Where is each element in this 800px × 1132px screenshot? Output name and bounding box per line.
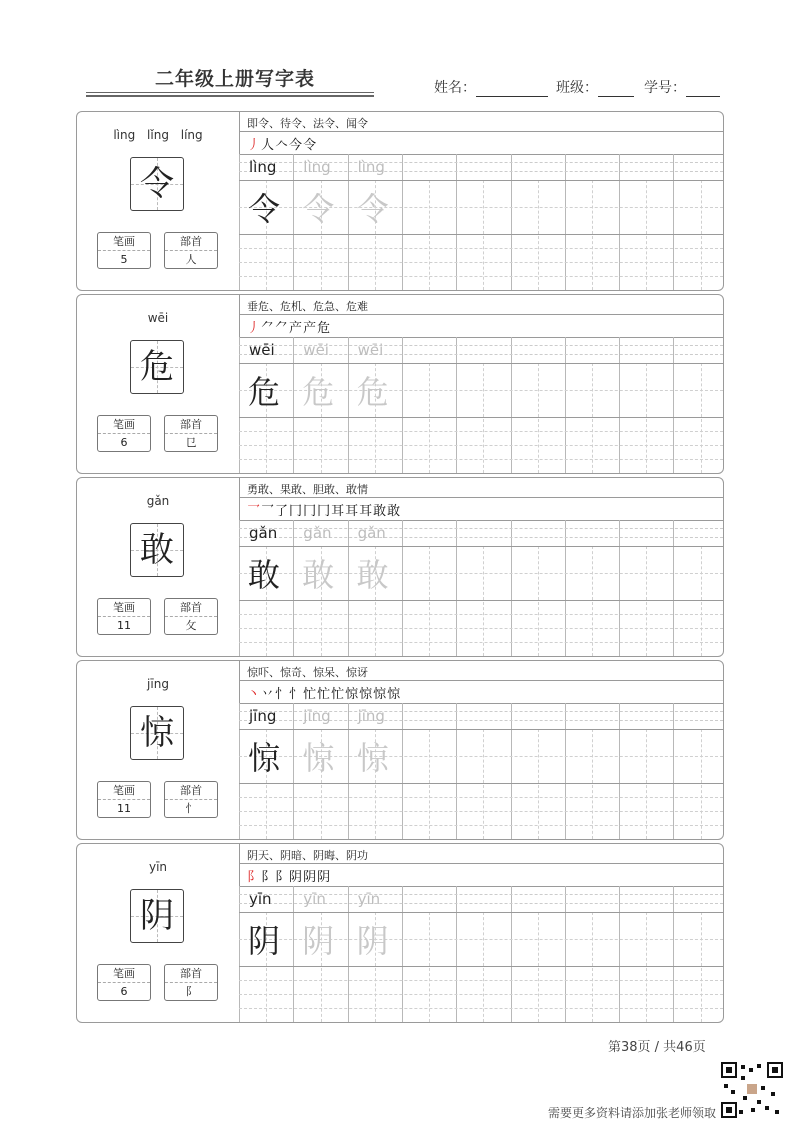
grid-line xyxy=(239,703,240,839)
character: 阴 xyxy=(140,896,174,936)
grid-guide xyxy=(239,642,723,643)
divider xyxy=(239,966,723,967)
grid-line xyxy=(402,520,403,656)
grid-guide xyxy=(239,994,723,995)
grid-guide xyxy=(483,363,484,473)
grid-line xyxy=(565,337,566,473)
character-panel xyxy=(76,843,724,1023)
grid-guide xyxy=(239,825,723,826)
grid-line xyxy=(511,154,512,290)
stroke-step: 阴 xyxy=(317,870,332,885)
divider xyxy=(239,912,723,913)
grid-guide xyxy=(239,614,723,615)
stroke-step: 惊 xyxy=(373,687,388,702)
character-box xyxy=(130,340,184,394)
grid-line xyxy=(239,337,240,473)
character: 危 xyxy=(140,347,174,387)
character-pinyin: wēi xyxy=(147,311,169,325)
grid-line xyxy=(565,520,566,656)
divider xyxy=(239,703,723,704)
grid-line xyxy=(402,337,403,473)
character: 敢 xyxy=(140,530,174,570)
stroke-count: 6 xyxy=(120,436,128,449)
grid-guide xyxy=(239,276,723,277)
stroke-count: 11 xyxy=(117,619,131,632)
grid-guide xyxy=(701,729,702,839)
grid-line xyxy=(673,520,674,656)
stroke-step: 耳 xyxy=(331,504,346,519)
page-title: 二年级上册写字表 xyxy=(155,68,316,90)
class-field[interactable] xyxy=(556,77,634,97)
character-info xyxy=(77,295,240,473)
stroke-count-box xyxy=(97,232,151,269)
practice-character: 危 xyxy=(302,373,335,411)
radical-label: 部首 xyxy=(165,233,217,251)
grid-guide xyxy=(592,729,593,839)
footer-note: 需要更多资料请添加张老师领取 xyxy=(548,1106,717,1120)
name-line[interactable] xyxy=(476,82,548,97)
character-panel xyxy=(76,477,724,657)
stroke-step: 敢 xyxy=(387,504,402,519)
grid-line xyxy=(402,154,403,290)
example-words: 阴天、阴暗、阴晦、阴功 xyxy=(247,849,368,862)
stroke-order xyxy=(247,683,401,702)
divider xyxy=(239,546,723,547)
grid-line xyxy=(456,520,457,656)
stroke-step: 惊 xyxy=(359,687,374,702)
radical-label: 部首 xyxy=(165,416,217,434)
stroke-count-label: 笔画 xyxy=(98,599,150,617)
stroke-step: 冂 xyxy=(317,504,332,519)
practice-pinyin: yīn xyxy=(249,890,272,908)
grid-line xyxy=(673,337,674,473)
stroke-step: 忙 xyxy=(331,687,346,702)
character-info xyxy=(77,478,240,656)
divider xyxy=(239,131,723,132)
grid-line xyxy=(511,520,512,656)
practice-character: 令 xyxy=(302,190,335,228)
grid-guide xyxy=(483,729,484,839)
grid-line xyxy=(348,886,349,1022)
title-rule xyxy=(86,92,374,93)
divider xyxy=(239,863,723,864)
grid-guide xyxy=(239,797,723,798)
example-words: 惊吓、惊奇、惊呆、惊讶 xyxy=(247,666,368,679)
stroke-step: 忄 xyxy=(275,687,290,702)
grid-guide xyxy=(646,363,647,473)
stroke-step: 产 xyxy=(289,321,304,336)
id-line[interactable] xyxy=(686,82,720,97)
radical-label: 部首 xyxy=(165,599,217,617)
practice-character: 阴 xyxy=(356,922,389,960)
grid-line xyxy=(565,154,566,290)
practice-character: 敢 xyxy=(302,556,335,594)
stroke-step: 丿 xyxy=(247,321,262,336)
id-field[interactable] xyxy=(644,77,720,97)
grid-line xyxy=(511,886,512,1022)
divider xyxy=(239,520,723,521)
character-pinyin: gǎn xyxy=(146,494,170,508)
grid-guide xyxy=(592,912,593,1022)
radical: 人 xyxy=(185,253,197,266)
stroke-count: 6 xyxy=(120,985,128,998)
grid-guide xyxy=(701,180,702,290)
divider xyxy=(239,314,723,315)
grid-guide xyxy=(646,729,647,839)
grid-guide xyxy=(239,445,723,446)
stroke-count-label: 笔画 xyxy=(98,233,150,251)
grid-guide xyxy=(483,546,484,656)
grid-line xyxy=(239,154,240,290)
grid-guide xyxy=(239,1008,723,1009)
grid-guide xyxy=(239,262,723,263)
grid-guide xyxy=(483,180,484,290)
grid-line xyxy=(402,886,403,1022)
radical-box xyxy=(164,232,218,269)
stroke-step: 阝 xyxy=(275,870,290,885)
radical-box xyxy=(164,781,218,818)
grid-line xyxy=(673,154,674,290)
practice-character: 阴 xyxy=(302,922,335,960)
stroke-step: 了 xyxy=(275,504,290,519)
grid-line xyxy=(619,886,620,1022)
stroke-step: 𠆢 xyxy=(275,138,290,153)
practice-character: 令 xyxy=(356,190,389,228)
divider xyxy=(239,729,723,730)
grid-line xyxy=(619,337,620,473)
grid-line xyxy=(456,337,457,473)
practice-pinyin: yīn xyxy=(303,890,326,908)
stroke-step: 敢 xyxy=(373,504,388,519)
stroke-step: 丷 xyxy=(261,687,276,702)
stroke-step: 产 xyxy=(303,321,318,336)
practice-character: 令 xyxy=(248,190,281,228)
grid-guide xyxy=(592,546,593,656)
character-box xyxy=(130,706,184,760)
name-label: 姓名： xyxy=(434,80,476,96)
radical-label: 部首 xyxy=(165,782,217,800)
stroke-order xyxy=(247,317,331,336)
practice-pinyin: yīn xyxy=(357,890,381,908)
practice-pinyin: gǎn xyxy=(249,524,278,542)
practice-pinyin: gǎn xyxy=(357,524,386,542)
divider xyxy=(239,180,723,181)
stroke-order xyxy=(247,500,401,519)
grid-guide xyxy=(701,546,702,656)
grid-line xyxy=(293,154,294,290)
grid-line xyxy=(293,886,294,1022)
id-label: 学号： xyxy=(644,80,686,96)
radical: 攵 xyxy=(185,619,197,632)
practice-character: 惊 xyxy=(302,739,335,777)
grid-guide xyxy=(538,729,539,839)
grid-line xyxy=(293,703,294,839)
grid-guide xyxy=(538,180,539,290)
practice-character: 惊 xyxy=(248,739,281,777)
grid-guide xyxy=(646,546,647,656)
grid-line xyxy=(293,520,294,656)
divider xyxy=(239,363,723,364)
stroke-count-label: 笔画 xyxy=(98,965,150,983)
grid-line xyxy=(456,154,457,290)
grid-guide xyxy=(646,912,647,1022)
character-pinyin: jīng xyxy=(147,677,169,691)
divider xyxy=(239,497,723,498)
stroke-step: 今 xyxy=(289,138,304,153)
practice-character: 敢 xyxy=(248,556,281,594)
stroke-count-label: 笔画 xyxy=(98,782,150,800)
stroke-step: 乛 xyxy=(247,504,262,519)
grid-guide xyxy=(239,431,723,432)
example-words: 垂危、危机、危急、危难 xyxy=(247,300,368,313)
radical-label: 部首 xyxy=(165,965,217,983)
grid-line xyxy=(619,703,620,839)
divider xyxy=(239,234,723,235)
grid-guide xyxy=(592,363,593,473)
stroke-count-label: 笔画 xyxy=(98,416,150,434)
stroke-step: 丿 xyxy=(247,138,262,153)
practice-character: 危 xyxy=(248,373,281,411)
grid-guide xyxy=(592,180,593,290)
example-words: 即令、待令、法令、闻令 xyxy=(247,117,368,130)
radical-box xyxy=(164,598,218,635)
grid-guide xyxy=(239,248,723,249)
practice-pinyin: wēi xyxy=(303,341,329,359)
stroke-step: 耳 xyxy=(345,504,360,519)
stroke-step: 阴 xyxy=(289,870,304,885)
practice-character: 危 xyxy=(356,373,389,411)
grid-line xyxy=(402,703,403,839)
divider xyxy=(239,886,723,887)
grid-line xyxy=(293,337,294,473)
radical: 㔾 xyxy=(185,436,197,449)
grid-line xyxy=(348,154,349,290)
character-info xyxy=(77,112,240,290)
grid-line xyxy=(511,337,512,473)
grid-guide xyxy=(646,180,647,290)
stroke-step: ⺈ xyxy=(261,321,276,336)
grid-line xyxy=(456,703,457,839)
stroke-order xyxy=(247,866,331,885)
stroke-step: 阝 xyxy=(247,870,262,885)
stroke-step: 丶 xyxy=(247,687,262,702)
stroke-step: 危 xyxy=(317,321,332,336)
stroke-step: 令 xyxy=(303,138,318,153)
qr-code-icon xyxy=(721,1062,783,1118)
stroke-count-box xyxy=(97,781,151,818)
stroke-step: 忙 xyxy=(317,687,332,702)
radical-box xyxy=(164,964,218,1001)
grid-line xyxy=(565,703,566,839)
stroke-step: 冂 xyxy=(303,504,318,519)
grid-guide xyxy=(483,912,484,1022)
divider xyxy=(239,600,723,601)
grid-guide xyxy=(538,912,539,1022)
practice-pinyin: jīng xyxy=(249,707,277,725)
practice-pinyin: lìng xyxy=(303,158,331,176)
stroke-count-box xyxy=(97,415,151,452)
practice-pinyin: gǎn xyxy=(303,524,332,542)
practice-character: 惊 xyxy=(356,739,389,777)
grid-line xyxy=(239,886,240,1022)
stroke-step: 忙 xyxy=(303,687,318,702)
character-pinyin: lìng lǐng líng xyxy=(113,128,203,142)
stroke-step: 惊 xyxy=(345,687,360,702)
stroke-step: 人 xyxy=(261,138,276,153)
name-field[interactable] xyxy=(434,77,548,97)
stroke-count: 11 xyxy=(117,802,131,815)
grid-guide xyxy=(538,546,539,656)
character-info xyxy=(77,844,240,1022)
divider xyxy=(239,337,723,338)
grid-guide xyxy=(429,912,430,1022)
grid-guide xyxy=(239,459,723,460)
grid-guide xyxy=(429,729,430,839)
grid-line xyxy=(619,520,620,656)
divider xyxy=(239,154,723,155)
stroke-count: 5 xyxy=(120,253,128,266)
grid-line xyxy=(511,703,512,839)
stroke-step: 耳 xyxy=(359,504,374,519)
character-box xyxy=(130,157,184,211)
class-line[interactable] xyxy=(598,82,634,97)
character-panel xyxy=(76,111,724,291)
divider xyxy=(239,783,723,784)
grid-line xyxy=(348,520,349,656)
stroke-step: ⺈ xyxy=(275,321,290,336)
practice-character: 阴 xyxy=(248,922,281,960)
grid-guide xyxy=(429,546,430,656)
character-info xyxy=(77,661,240,839)
character-box xyxy=(130,523,184,577)
character-panel xyxy=(76,660,724,840)
stroke-order xyxy=(247,134,317,153)
grid-line xyxy=(348,337,349,473)
stroke-step: 阴 xyxy=(303,870,318,885)
character-pinyin: yīn xyxy=(148,860,168,874)
grid-line xyxy=(673,703,674,839)
practice-pinyin: jīng xyxy=(357,707,385,725)
stroke-step: 冂 xyxy=(289,504,304,519)
practice-pinyin: lìng xyxy=(249,158,277,176)
grid-guide xyxy=(429,363,430,473)
example-words: 勇敢、果敢、胆敢、敢情 xyxy=(247,483,368,496)
radical: 忄 xyxy=(185,802,197,815)
grid-guide xyxy=(239,628,723,629)
grid-guide xyxy=(429,180,430,290)
grid-line xyxy=(673,886,674,1022)
title-rule-thick xyxy=(86,95,374,97)
grid-line xyxy=(239,520,240,656)
grid-guide xyxy=(538,363,539,473)
practice-pinyin: wēi xyxy=(249,341,275,359)
grid-guide xyxy=(239,811,723,812)
grid-guide xyxy=(239,980,723,981)
stroke-count-box xyxy=(97,598,151,635)
character-box xyxy=(130,889,184,943)
stroke-step: 惊 xyxy=(387,687,402,702)
radical: 阝 xyxy=(185,985,197,998)
character-panel xyxy=(76,294,724,474)
divider xyxy=(239,417,723,418)
stroke-count-box xyxy=(97,964,151,1001)
practice-pinyin: lìng xyxy=(357,158,385,176)
character: 令 xyxy=(140,164,174,204)
practice-pinyin: jīng xyxy=(303,707,331,725)
divider xyxy=(239,680,723,681)
stroke-step: 乛 xyxy=(261,504,276,519)
grid-line xyxy=(456,886,457,1022)
practice-pinyin: wēi xyxy=(357,341,384,359)
practice-character: 敢 xyxy=(356,556,389,594)
grid-guide xyxy=(701,363,702,473)
class-label: 班级： xyxy=(556,80,598,96)
grid-guide xyxy=(701,912,702,1022)
stroke-step: 阝 xyxy=(261,870,276,885)
grid-line xyxy=(565,886,566,1022)
radical-box xyxy=(164,415,218,452)
grid-line xyxy=(619,154,620,290)
grid-line xyxy=(348,703,349,839)
stroke-step: 忄 xyxy=(289,687,304,702)
character: 惊 xyxy=(140,713,174,753)
page-number: 第38页 / 共46页 xyxy=(608,1040,706,1055)
